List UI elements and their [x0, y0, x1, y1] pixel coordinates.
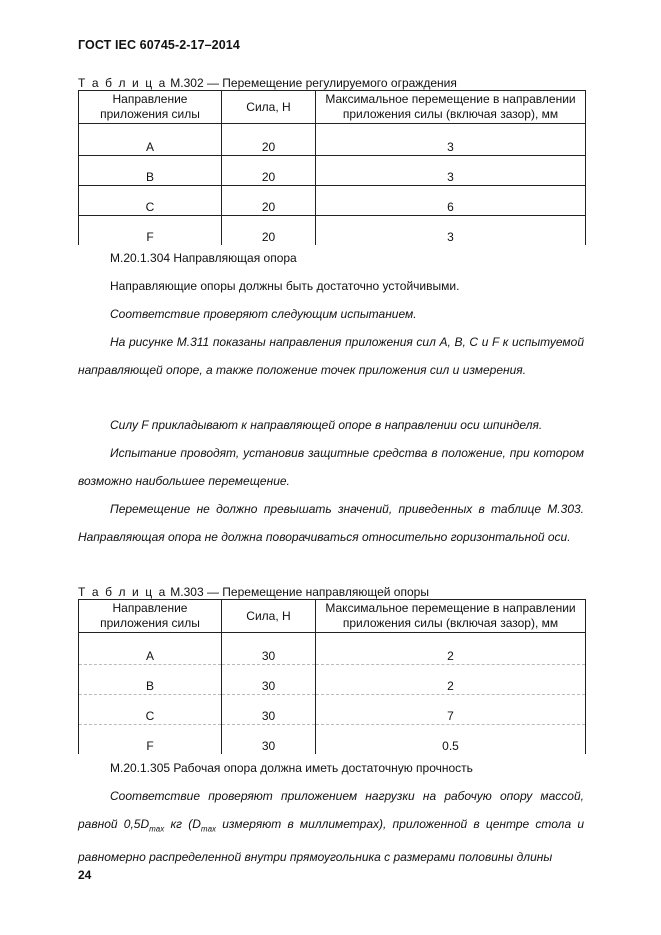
- table-cell: F: [79, 216, 222, 246]
- page-number: 24: [78, 868, 92, 882]
- table-cell: 3: [316, 156, 586, 186]
- column-header: Сила, Н: [222, 91, 316, 124]
- table-row: [79, 633, 586, 665]
- table-cell: 2: [316, 665, 586, 695]
- paragraph-text: измеряют в миллиметрах), приложенной в центре стола и равномерно распределенной внутри прямоугольника с размерами половины длины: [78, 817, 584, 865]
- table-cell: 30: [222, 725, 316, 755]
- table-cell: 3: [316, 216, 586, 246]
- table-cell: 20: [222, 186, 316, 216]
- paragraph: Испытание проводят, установив защитные средства в положение, при котором возможно наибольшее перемещение.: [78, 446, 584, 488]
- table-cell: A: [79, 633, 222, 665]
- paragraph: На рисунке M.311 показаны направления приложения сил A, B, C и F к испытуемой направляющей опоре, а также положение точек приложения сил и измерения.: [78, 335, 584, 377]
- column-header: Направление приложения силы: [79, 91, 222, 124]
- table-row: [79, 695, 586, 725]
- column-header: Направление приложения силы: [79, 600, 222, 633]
- paragraph: Перемещение не должно превышать значений, приведенных в таблице M.303. Направляющая опора не должна поворачиваться относительно горизонтальной оси.: [78, 502, 584, 544]
- table-cell: 2: [316, 633, 586, 665]
- table-cell: B: [79, 665, 222, 695]
- table-cell: 30: [222, 695, 316, 725]
- paragraph: [78, 782, 584, 871]
- table-caption-label: Т а б л и ц а: [78, 585, 167, 599]
- subscript: max: [149, 824, 165, 834]
- paragraph-text: Соответствие проверяют приложением нагрузки на рабочую опору массой, равной 0,5D: [78, 789, 584, 831]
- paragraph: Силу F прикладывают к направляющей опоре в направлении оси шпинделя.: [110, 418, 543, 432]
- table-cell: 30: [222, 665, 316, 695]
- table-row: [79, 156, 586, 186]
- table-cell: 3: [316, 124, 586, 156]
- table-cell: B: [79, 156, 222, 186]
- table-cell: 20: [222, 124, 316, 156]
- table-cell: 20: [222, 216, 316, 246]
- document-header: ГОСТ IEC 60745-2-17–2014: [78, 38, 240, 52]
- table-cell: 6: [316, 186, 586, 216]
- column-header: Сила, Н: [222, 600, 316, 633]
- table-row: [79, 186, 586, 216]
- paragraph: Соответствие проверяют следующим испытанием.: [110, 307, 417, 321]
- table-cell: C: [79, 695, 222, 725]
- table-cell: 0.5: [316, 725, 586, 755]
- column-header: Максимальное перемещение в направлении приложения силы (включая зазор), мм: [316, 600, 586, 633]
- paragraph: Направляющие опоры должны быть достаточно устойчивыми.: [110, 279, 460, 293]
- table-caption: [78, 76, 457, 90]
- table-header-row: [79, 600, 586, 633]
- column-header: Максимальное перемещение в направлении приложения силы (включая зазор), мм: [316, 91, 586, 124]
- table-caption: [78, 585, 429, 599]
- table-cell: A: [79, 124, 222, 156]
- table-cell: F: [79, 725, 222, 755]
- table-caption-text: M.303 — Перемещение направляющей опоры: [166, 585, 429, 599]
- table-row: [79, 725, 586, 755]
- subscript: max: [200, 824, 217, 834]
- table-row: [79, 665, 586, 695]
- table-cell: C: [79, 186, 222, 216]
- table-caption-label: Т а б л и ц а: [78, 76, 167, 90]
- displacement-table: [78, 599, 586, 754]
- table-caption-text: M.302 — Перемещение регулируемого ограждения: [166, 76, 457, 90]
- table-cell: 7: [316, 695, 586, 725]
- paragraph-text: кг (D: [164, 817, 201, 831]
- table-cell: 20: [222, 156, 316, 186]
- section-heading: M.20.1.305 Рабочая опора должна иметь достаточную прочность: [110, 761, 473, 775]
- displacement-table: [78, 90, 586, 245]
- table-cell: 30: [222, 633, 316, 665]
- table-header-row: [79, 91, 586, 124]
- section-heading: M.20.1.304 Направляющая опора: [110, 251, 297, 265]
- table-row: [79, 124, 586, 156]
- table-row: [79, 216, 586, 246]
